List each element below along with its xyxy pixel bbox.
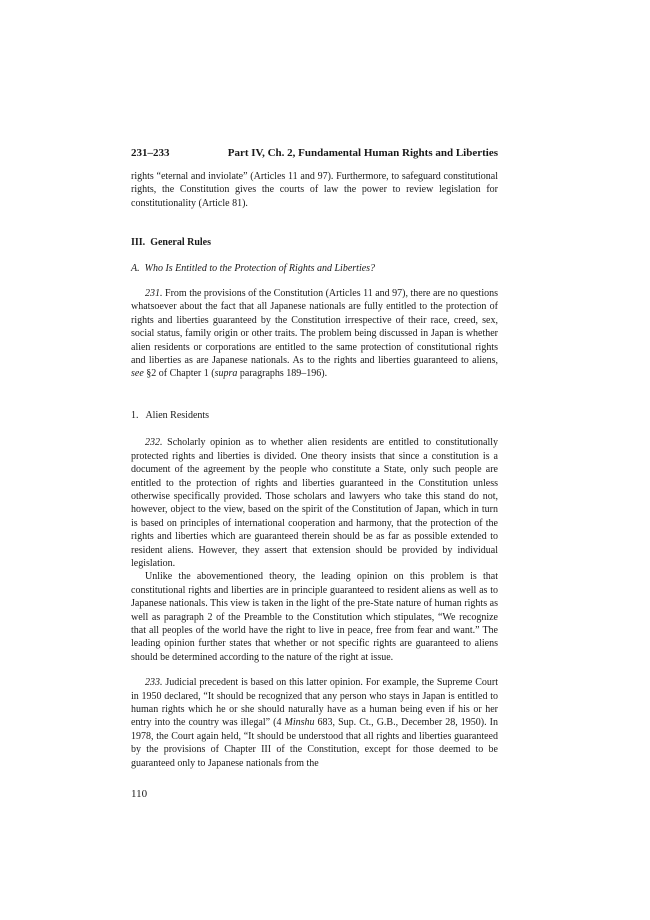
running-header — [131, 146, 498, 160]
paragraph-number: 232. — [145, 437, 163, 449]
section-title: General Rules — [150, 237, 212, 249]
paragraph-range: 231–233 — [131, 147, 170, 159]
paragraph-233 — [131, 676, 498, 770]
minshu-italic: Minshu — [284, 717, 315, 729]
paragraph-232 — [131, 436, 498, 570]
supra-italic: supra — [214, 368, 238, 380]
section-title: Alien Residents — [145, 409, 210, 421]
subsection-letter: A. — [131, 262, 140, 274]
paragraph-231 — [131, 287, 498, 381]
chapter-title: Part IV, Ch. 2, Fundamental Human Rights and Liberties — [227, 147, 498, 159]
subsection-title: Who Is Entitled to the Protection of Rights and Liberties? — [144, 262, 376, 274]
intro-paragraph: rights “eternal and inviolate” (Articles 11 and 97). Furthermore, to safeguard constitutional rights, the Constitution gives the courts of law the power to review legislation for constitutionality (Article 81). — [131, 171, 498, 209]
paragraph-text: From the provisions of the Constitution (Articles 11 and 97), there are no questions whatsoever about the fact that all Japanese nationals are fully entitled to the protection of rights and liberties guaranteed by the Constitution irrespective of their race, creed, sex, social status, family origin or other traits. The problem being discussed in Japan is whether alien residents or corporations are entitled to the same protection of constitutional rights and liberties as are Japanese nationals. As to the rights and liberties guaranteed to aliens, — [131, 288, 498, 367]
page-number: 110 — [131, 788, 148, 801]
section-number: 1. — [131, 409, 139, 421]
paragraph-text-mid: §2 of Chapter 1 ( — [146, 368, 215, 380]
paragraph-text: Scholarly opinion as to whether alien residents are entitled to constitutionally protected rights and liberties is divided. One theory insists that since a constitution is a document of the agreement by the people who constitute a State, only such people are entitled to the protection of rights and liberties guaranteed in the Constitution unless otherwise specifically provided. Those scholars and lawyers who take this stand do not, however, object to the view, based on the spirit of the Constitution of Japan, which in turn is based on principles of international cooperation and harmony, that the protection of the rights and liberties which are guaranteed therein should be as far as possible extended to resident aliens. However, they assert that extension should be provided by individual legislation. — [131, 437, 499, 569]
section-heading-1 — [131, 409, 498, 422]
see-italic: see — [131, 368, 144, 380]
section-number: III. — [131, 237, 146, 249]
paragraph-text-end: paragraphs 189–196). — [239, 368, 328, 380]
paragraph-232-continued — [131, 570, 498, 664]
paragraph-number: 233. — [145, 677, 163, 689]
paragraph-text-end: 683, Sup. Ct., G.B., December 28, 1950). In 1978, the Court again held, “It should be understood that all rights and liberties guaranteed by the provisions of Chapter III of the Constitution, except for those deemed to be guaranteed only to Japanese nationals from the — [131, 717, 498, 769]
subsection-heading-a — [131, 262, 498, 275]
paragraph-text: Judicial precedent is based on this latter opinion. For example, the Supreme Court in 1950 declared, “It should be recognized that any person who stays in Japan is entitled to human rights which he or she should naturally have as a human being even if his or her entry into the country was illegal” (4 — [131, 677, 499, 729]
paragraph-number: 231. — [145, 288, 163, 300]
paragraph-text: Unlike the abovementioned theory, the leading opinion on this problem is that constitutional rights and liberties are in principle guaranteed to resident aliens as well as to Japanese nationals. This view is taken in the light of the pre-State nature of human rights as well as paragraph 2 of the Preamble to the Constitution which stipulates, “We recognize that all peoples of the world have the right to live in peace, free from fear and want.” The leading opinion further states that whether or not specific rights are guaranteed to aliens should be determined according to the nature of the right at issue. — [131, 571, 498, 663]
document-page — [131, 146, 498, 801]
section-heading-iii — [131, 236, 498, 249]
